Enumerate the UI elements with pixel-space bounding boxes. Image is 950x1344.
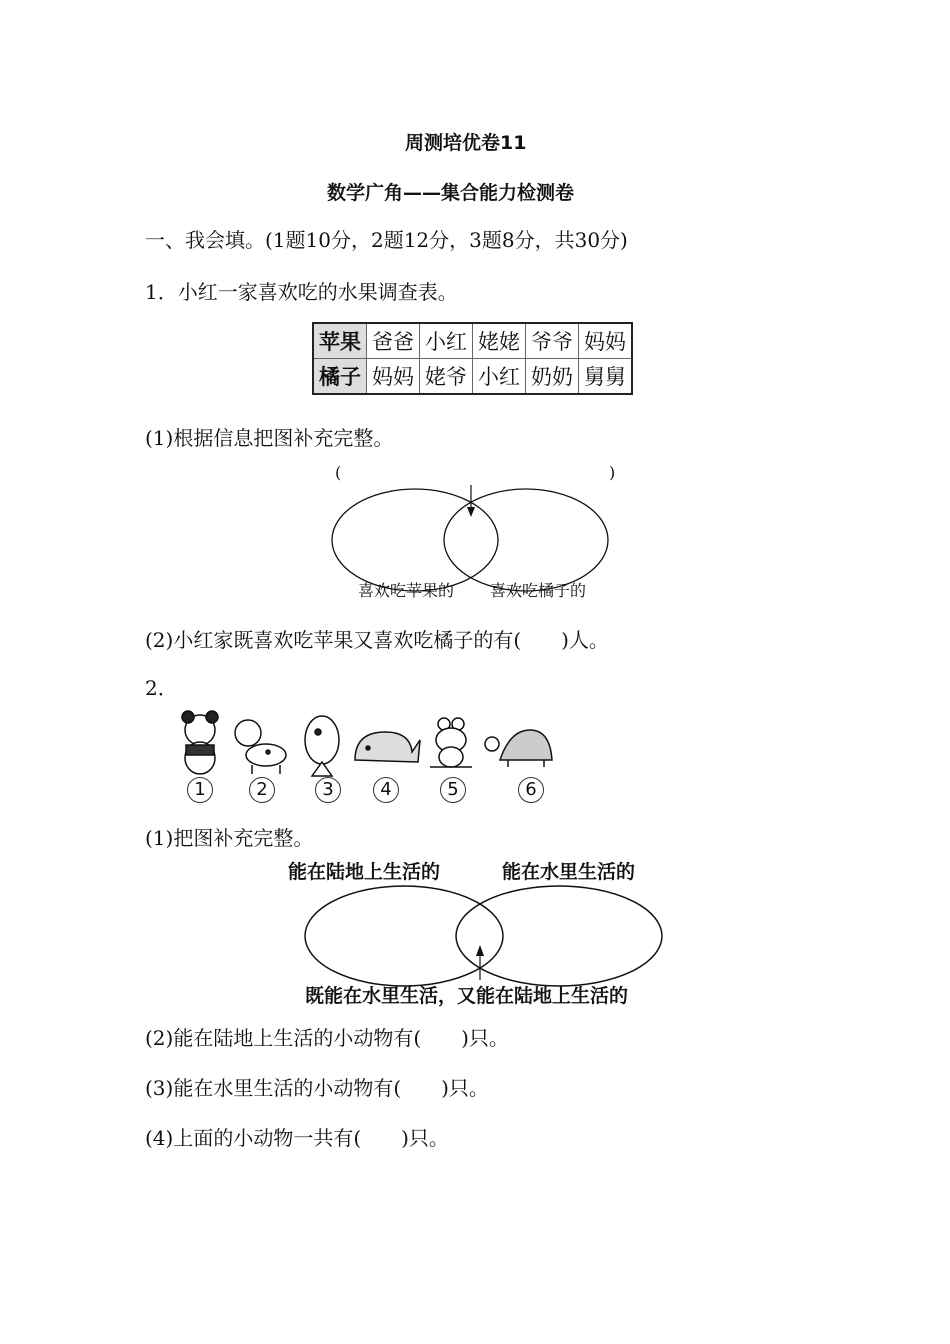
q2-part2: (2)能在陆地上生活的小动物有( )只。 bbox=[145, 1026, 509, 1050]
answer-paren-close[interactable]: ) bbox=[609, 463, 616, 482]
venn-land-set bbox=[305, 886, 503, 986]
row-header: 橘子 bbox=[313, 359, 367, 395]
venn-label-water: 能在水里生活的 bbox=[502, 861, 636, 883]
turtle-icon bbox=[485, 730, 552, 767]
animal-number: 1 bbox=[187, 777, 213, 803]
answer-paren-open[interactable]: ( bbox=[335, 463, 342, 482]
table-cell: 舅舅 bbox=[579, 359, 633, 395]
venn-apple-set bbox=[332, 489, 498, 591]
q2-part3: (3)能在水里生活的小动物有( )只。 bbox=[145, 1076, 489, 1100]
table-cell: 小红 bbox=[420, 323, 473, 359]
table-cell: 奶奶 bbox=[526, 359, 579, 395]
animal-number: 6 bbox=[518, 777, 544, 803]
table-cell: 爷爷 bbox=[526, 323, 579, 359]
table-cell: 妈妈 bbox=[367, 359, 420, 395]
animal-number: 3 bbox=[315, 777, 341, 803]
arrow-head-icon bbox=[467, 507, 475, 517]
whale-icon bbox=[355, 732, 420, 762]
animal-number: 4 bbox=[373, 777, 399, 803]
frog-icon bbox=[430, 718, 472, 767]
table-cell: 爸爸 bbox=[367, 323, 420, 359]
q1-stem: 1．小红一家喜欢吃的水果调查表。 bbox=[145, 280, 458, 304]
venn-water-set bbox=[456, 886, 662, 986]
animal-number: 2 bbox=[249, 777, 275, 803]
panda-icon bbox=[182, 711, 218, 774]
page-title: 周测培优卷11 bbox=[405, 132, 527, 154]
dog-icon bbox=[235, 720, 286, 774]
section-heading: 一、我会填。(1题10分，2题12分，3题8分，共30分) bbox=[145, 228, 628, 252]
venn-label-land: 能在陆地上生活的 bbox=[288, 861, 441, 883]
q2-part1: (1)把图补充完整。 bbox=[145, 826, 314, 850]
table-cell: 姥姥 bbox=[473, 323, 526, 359]
page-subtitle: 数学广角——集合能力检测卷 bbox=[327, 182, 575, 204]
table-cell: 妈妈 bbox=[579, 323, 633, 359]
q1-part1: (1)根据信息把图补充完整。 bbox=[145, 426, 394, 450]
arrow-head-icon bbox=[476, 945, 484, 956]
q1-part2: (2)小红家既喜欢吃苹果又喜欢吃橘子的有( )人。 bbox=[145, 628, 609, 652]
venn-orange-set bbox=[444, 489, 608, 591]
table-cell: 姥爷 bbox=[420, 359, 473, 395]
q2-stem: 2． bbox=[145, 676, 178, 700]
venn-label-apple: 喜欢吃苹果的 bbox=[358, 581, 455, 600]
animal-number: 5 bbox=[440, 777, 466, 803]
q2-part4: (4)上面的小动物一共有( )只。 bbox=[145, 1126, 449, 1150]
row-header: 苹果 bbox=[313, 323, 367, 359]
venn-label-orange: 喜欢吃橘子的 bbox=[490, 581, 587, 600]
fish-icon bbox=[305, 716, 339, 776]
venn-label-both: 既能在水里生活，又能在陆地上生活的 bbox=[305, 985, 629, 1007]
table-cell: 小红 bbox=[473, 359, 526, 395]
